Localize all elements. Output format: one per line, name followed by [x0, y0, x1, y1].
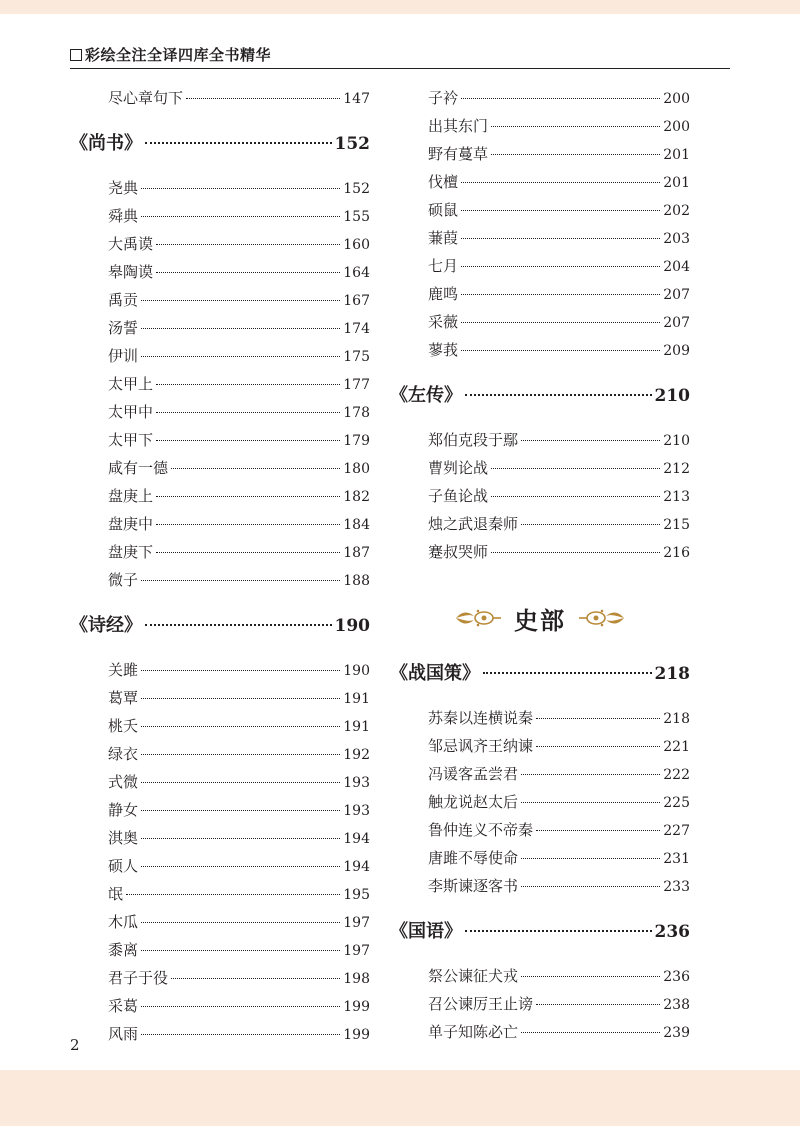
running-header: [70, 44, 271, 65]
toc-entry-page: 152: [343, 181, 370, 197]
toc-entry-page: 218: [663, 711, 690, 727]
toc-entry[interactable]: [108, 684, 370, 712]
dot-leader: [461, 321, 660, 323]
toc-entry-page: 202: [663, 203, 690, 219]
dot-leader: [461, 97, 660, 99]
dot-leader: [141, 579, 340, 581]
toc-entry-title: 蓼莪: [428, 341, 459, 359]
toc-entry-page: 147: [343, 91, 370, 107]
toc-entry[interactable]: [428, 990, 690, 1018]
toc-entry-page: 200: [663, 91, 690, 107]
toc-entry-page: 222: [663, 767, 690, 783]
toc-entry-page: 191: [343, 719, 370, 735]
toc-entry-page: 194: [343, 831, 370, 847]
dot-leader: [536, 1003, 660, 1005]
toc-entry-title: 蹇叔哭师: [428, 543, 489, 561]
toc-entry-page: 210: [663, 433, 690, 449]
dot-leader: [491, 551, 660, 553]
dot-leader: [141, 187, 340, 189]
toc-entry[interactable]: [108, 286, 370, 314]
toc-entry[interactable]: [108, 538, 370, 566]
toc-entry-title: 出其东门: [428, 117, 489, 135]
category-banner: [390, 592, 690, 644]
toc-entry[interactable]: [428, 962, 690, 990]
toc-entry-title: 硕人: [108, 857, 139, 875]
toc-entry-title: 关雎: [108, 661, 139, 679]
toc-entry-title: 烛之武退秦师: [428, 515, 519, 533]
toc-entry-page: 213: [663, 489, 690, 505]
toc-entry[interactable]: [108, 398, 370, 426]
toc-entry[interactable]: [108, 824, 370, 852]
toc-entry-page: 200: [663, 119, 690, 135]
toc-entry-title: 郑伯克段于鄢: [428, 431, 519, 449]
dot-leader: [156, 523, 340, 525]
toc-entry[interactable]: [108, 258, 370, 286]
toc-section[interactable]: [390, 380, 690, 412]
toc-entry-title: 风雨: [108, 1025, 139, 1043]
right-ornament-icon: [578, 608, 626, 628]
dot-leader: [156, 439, 340, 441]
toc-entry[interactable]: [428, 426, 690, 454]
dot-leader: [141, 669, 340, 671]
dot-leader: [145, 141, 332, 144]
toc-entry-page: 175: [343, 349, 370, 365]
toc-entry-title: 黍离: [108, 941, 139, 959]
toc-entry[interactable]: [108, 740, 370, 768]
toc-entry-title: 唐雎不辱使命: [428, 849, 519, 867]
toc-entry-title: 子鱼论战: [428, 487, 489, 505]
toc-entry[interactable]: [108, 230, 370, 258]
toc-entry[interactable]: [108, 566, 370, 594]
dot-leader: [141, 1033, 340, 1035]
dot-leader: [186, 97, 340, 99]
dot-leader: [171, 467, 340, 469]
toc-entry-title: 式微: [108, 773, 139, 791]
toc-entry-page: 191: [343, 691, 370, 707]
toc-entry-title: 召公谏厉王止谤: [428, 995, 534, 1013]
toc-entry-page: 155: [343, 209, 370, 225]
toc-entry[interactable]: [428, 196, 690, 224]
toc-section[interactable]: [70, 128, 370, 160]
dot-leader: [141, 865, 340, 867]
toc-entry[interactable]: [108, 370, 370, 398]
page: [0, 14, 800, 1070]
dot-leader: [465, 393, 652, 396]
toc-left-column: [70, 84, 370, 1048]
toc-entry-page: 194: [343, 859, 370, 875]
toc-entry-page: 180: [343, 461, 370, 477]
toc-section-title: 《左传》: [390, 385, 462, 406]
toc-entry-title: 鹿鸣: [428, 285, 459, 303]
toc-entry-page: 238: [663, 997, 690, 1013]
toc-entry-title: 太甲中: [108, 403, 154, 421]
toc-entry-page: 197: [343, 943, 370, 959]
toc-entry[interactable]: [108, 454, 370, 482]
dot-leader: [491, 467, 660, 469]
dot-leader: [156, 495, 340, 497]
toc-entry-page: 193: [343, 803, 370, 819]
dot-leader: [141, 1005, 340, 1007]
toc-entry[interactable]: [428, 760, 690, 788]
toc-entry-page: 201: [663, 147, 690, 163]
toc-entry-title: 邹忌讽齐王纳谏: [428, 737, 534, 755]
toc-entry-page: 193: [343, 775, 370, 791]
toc-entry[interactable]: [108, 936, 370, 964]
toc-section[interactable]: [390, 916, 690, 948]
toc-entry-title: 硕鼠: [428, 201, 459, 219]
toc-entry-page: 204: [663, 259, 690, 275]
toc-entry-title: 咸有一德: [108, 459, 169, 477]
toc-entry-page: 216: [663, 545, 690, 561]
toc-section-title: 《战国策》: [390, 663, 480, 684]
toc-entry-title: 蒹葭: [428, 229, 459, 247]
toc-entry-title: 尽心章句下: [108, 89, 184, 107]
toc-entry-title: 皋陶谟: [108, 263, 154, 281]
category-banner-title: 史部: [514, 605, 566, 635]
section-gap: [390, 900, 690, 916]
left-ornament-icon: [454, 608, 502, 628]
toc-entry[interactable]: [428, 168, 690, 196]
toc-entry-title: 君子于役: [108, 969, 169, 987]
toc-entry[interactable]: [108, 796, 370, 824]
toc-entry-title: 野有蔓草: [428, 145, 489, 163]
toc-entry-title: 采葛: [108, 997, 139, 1015]
toc-entry[interactable]: [108, 510, 370, 538]
dot-leader: [521, 975, 660, 977]
toc-entry-title: 太甲上: [108, 375, 154, 393]
toc-entry-page: 160: [343, 237, 370, 253]
dot-leader: [461, 349, 660, 351]
dot-leader: [536, 717, 660, 719]
toc-section-page: 236: [654, 922, 690, 942]
toc-entry[interactable]: [428, 224, 690, 252]
dot-leader: [145, 623, 332, 626]
toc-right-column: [390, 84, 690, 1046]
dot-leader: [521, 773, 660, 775]
toc-entry-page: 209: [663, 343, 690, 359]
toc-entry[interactable]: [428, 280, 690, 308]
toc-entry[interactable]: [108, 712, 370, 740]
toc-entry-title: 曹刿论战: [428, 459, 489, 477]
toc-entry-page: 164: [343, 265, 370, 281]
toc-entry[interactable]: [108, 656, 370, 684]
header-box-icon: [70, 49, 82, 61]
dot-leader: [461, 237, 660, 239]
toc-entry-page: 207: [663, 287, 690, 303]
toc-entry-title: 冯谖客孟尝君: [428, 765, 519, 783]
toc-entry-title: 盘庚下: [108, 543, 154, 561]
dot-leader: [461, 265, 660, 267]
toc-entry-title: 触龙说赵太后: [428, 793, 519, 811]
toc-entry-page: 197: [343, 915, 370, 931]
dot-leader: [141, 299, 340, 301]
toc-entry-title: 盘庚中: [108, 515, 154, 533]
toc-section-title: 《国语》: [390, 921, 462, 942]
toc-entry-page: 212: [663, 461, 690, 477]
toc-entry-page: 207: [663, 315, 690, 331]
toc-entry[interactable]: [428, 732, 690, 760]
toc-entry-title: 太甲下: [108, 431, 154, 449]
toc-entry-title: 盘庚上: [108, 487, 154, 505]
toc-entry-page: 199: [343, 999, 370, 1015]
toc-section-page: 210: [654, 386, 690, 406]
dot-leader: [156, 271, 340, 273]
toc-entry-page: 190: [343, 663, 370, 679]
dot-leader: [156, 383, 340, 385]
dot-leader: [465, 929, 652, 932]
toc-entry-page: 167: [343, 293, 370, 309]
dot-leader: [521, 857, 660, 859]
section-gap: [70, 642, 370, 656]
dot-leader: [141, 781, 340, 783]
page-number: 2: [70, 1036, 80, 1054]
dot-leader: [156, 243, 340, 245]
header-title: 彩绘全注全译四库全书精华: [85, 46, 272, 64]
dot-leader: [491, 495, 660, 497]
dot-leader: [141, 725, 340, 727]
toc-entry-title: 伊训: [108, 347, 139, 365]
toc-entry-title: 大禹谟: [108, 235, 154, 253]
toc-entry-title: 李斯谏逐客书: [428, 877, 519, 895]
section-gap: [390, 412, 690, 426]
toc-section[interactable]: [70, 610, 370, 642]
toc-entry[interactable]: [108, 84, 370, 112]
toc-entry-title: 舜典: [108, 207, 139, 225]
toc-entry[interactable]: [428, 704, 690, 732]
toc-entry-page: 233: [663, 879, 690, 895]
toc-entry[interactable]: [428, 872, 690, 900]
dot-leader: [126, 893, 340, 895]
toc-entry-title: 单子知陈必亡: [428, 1023, 519, 1041]
toc-entry-title: 氓: [108, 885, 124, 903]
toc-entry[interactable]: [428, 84, 690, 112]
toc-entry[interactable]: [108, 342, 370, 370]
toc-entry[interactable]: [428, 308, 690, 336]
toc-entry-title: 尧典: [108, 179, 139, 197]
toc-section[interactable]: [390, 658, 690, 690]
dot-leader: [156, 411, 340, 413]
dot-leader: [141, 327, 340, 329]
section-gap: [390, 690, 690, 704]
toc-entry-title: 木瓜: [108, 913, 139, 931]
toc-entry-title: 淇奥: [108, 829, 139, 847]
dot-leader: [141, 215, 340, 217]
toc-entry[interactable]: [428, 510, 690, 538]
toc-entry-title: 苏秦以连横说秦: [428, 709, 534, 727]
toc-entry-page: 236: [663, 969, 690, 985]
dot-leader: [141, 355, 340, 357]
dot-leader: [521, 1031, 660, 1033]
toc-entry-title: 伐檀: [428, 173, 459, 191]
toc-entry[interactable]: [108, 908, 370, 936]
toc-entry-title: 采薇: [428, 313, 459, 331]
toc-entry-page: 221: [663, 739, 690, 755]
toc-entry-page: 177: [343, 377, 370, 393]
toc-entry-page: 188: [343, 573, 370, 589]
toc-entry[interactable]: [108, 314, 370, 342]
dot-leader: [141, 809, 340, 811]
dot-leader: [141, 921, 340, 923]
dot-leader: [521, 801, 660, 803]
section-gap: [70, 160, 370, 174]
dot-leader: [461, 293, 660, 295]
dot-leader: [141, 697, 340, 699]
toc-entry-page: 195: [343, 887, 370, 903]
dot-leader: [491, 125, 660, 127]
dot-leader: [521, 439, 660, 441]
toc-entry-title: 绿衣: [108, 745, 139, 763]
toc-entry-title: 桃夭: [108, 717, 139, 735]
toc-entry-title: 鲁仲连义不帝秦: [428, 821, 534, 839]
dot-leader: [536, 829, 660, 831]
toc-entry[interactable]: [108, 174, 370, 202]
toc-entry-page: 187: [343, 545, 370, 561]
toc-entry[interactable]: [108, 202, 370, 230]
toc-entry-page: 182: [343, 489, 370, 505]
toc-entry-page: 179: [343, 433, 370, 449]
toc-entry[interactable]: [108, 768, 370, 796]
toc-entry[interactable]: [108, 426, 370, 454]
section-gap: [70, 112, 370, 128]
toc-entry[interactable]: [428, 844, 690, 872]
toc-entry-page: 184: [343, 517, 370, 533]
toc-entry-page: 227: [663, 823, 690, 839]
toc-entry-page: 192: [343, 747, 370, 763]
dot-leader: [156, 551, 340, 553]
toc-entry[interactable]: [428, 788, 690, 816]
toc-entry[interactable]: [428, 112, 690, 140]
toc-entry[interactable]: [108, 482, 370, 510]
toc-entry[interactable]: [428, 252, 690, 280]
toc-entry[interactable]: [108, 992, 370, 1020]
toc-entry-title: 静女: [108, 801, 139, 819]
toc-entry[interactable]: [428, 1018, 690, 1046]
dot-leader: [141, 837, 340, 839]
dot-leader: [171, 977, 340, 979]
toc-entry[interactable]: [108, 1020, 370, 1048]
toc-entry-page: 225: [663, 795, 690, 811]
toc-entry-page: 199: [343, 1027, 370, 1043]
toc-entry[interactable]: [428, 336, 690, 364]
section-gap: [70, 594, 370, 610]
dot-leader: [491, 153, 660, 155]
toc-entry-title: 微子: [108, 571, 139, 589]
dot-leader: [536, 745, 660, 747]
toc-entry[interactable]: [428, 816, 690, 844]
toc-entry-title: 祭公谏征犬戎: [428, 967, 519, 985]
toc-section-page: 152: [334, 134, 370, 154]
toc-entry[interactable]: [108, 852, 370, 880]
toc-entry-title: 子衿: [428, 89, 459, 107]
toc-entry[interactable]: [428, 538, 690, 566]
toc-entry[interactable]: [428, 140, 690, 168]
toc-section-page: 190: [334, 616, 370, 636]
toc-entry-page: 178: [343, 405, 370, 421]
toc-section-page: 218: [654, 664, 690, 684]
dot-leader: [141, 753, 340, 755]
top-band: [0, 0, 800, 14]
toc-entry-page: 174: [343, 321, 370, 337]
toc-entry-page: 201: [663, 175, 690, 191]
dot-leader: [483, 671, 652, 674]
toc-entry-page: 198: [343, 971, 370, 987]
toc-entry-page: 215: [663, 517, 690, 533]
toc-entry[interactable]: [108, 880, 370, 908]
section-gap: [390, 948, 690, 962]
toc-entry[interactable]: [108, 964, 370, 992]
toc-entry-title: 七月: [428, 257, 459, 275]
toc-entry-title: 禹贡: [108, 291, 139, 309]
toc-section-title: 《诗经》: [70, 615, 142, 636]
section-gap: [390, 364, 690, 380]
dot-leader: [461, 181, 660, 183]
toc-entry[interactable]: [428, 482, 690, 510]
toc-entry-page: 203: [663, 231, 690, 247]
dot-leader: [521, 885, 660, 887]
dot-leader: [141, 949, 340, 951]
dot-leader: [461, 209, 660, 211]
toc-entry-title: 汤誓: [108, 319, 139, 337]
toc-entry-page: 239: [663, 1025, 690, 1041]
toc-entry-title: 葛覃: [108, 689, 139, 707]
toc-entry-page: 231: [663, 851, 690, 867]
dot-leader: [521, 523, 660, 525]
toc-section-title: 《尚书》: [70, 133, 142, 154]
header-rule: [70, 68, 730, 69]
toc-entry[interactable]: [428, 454, 690, 482]
